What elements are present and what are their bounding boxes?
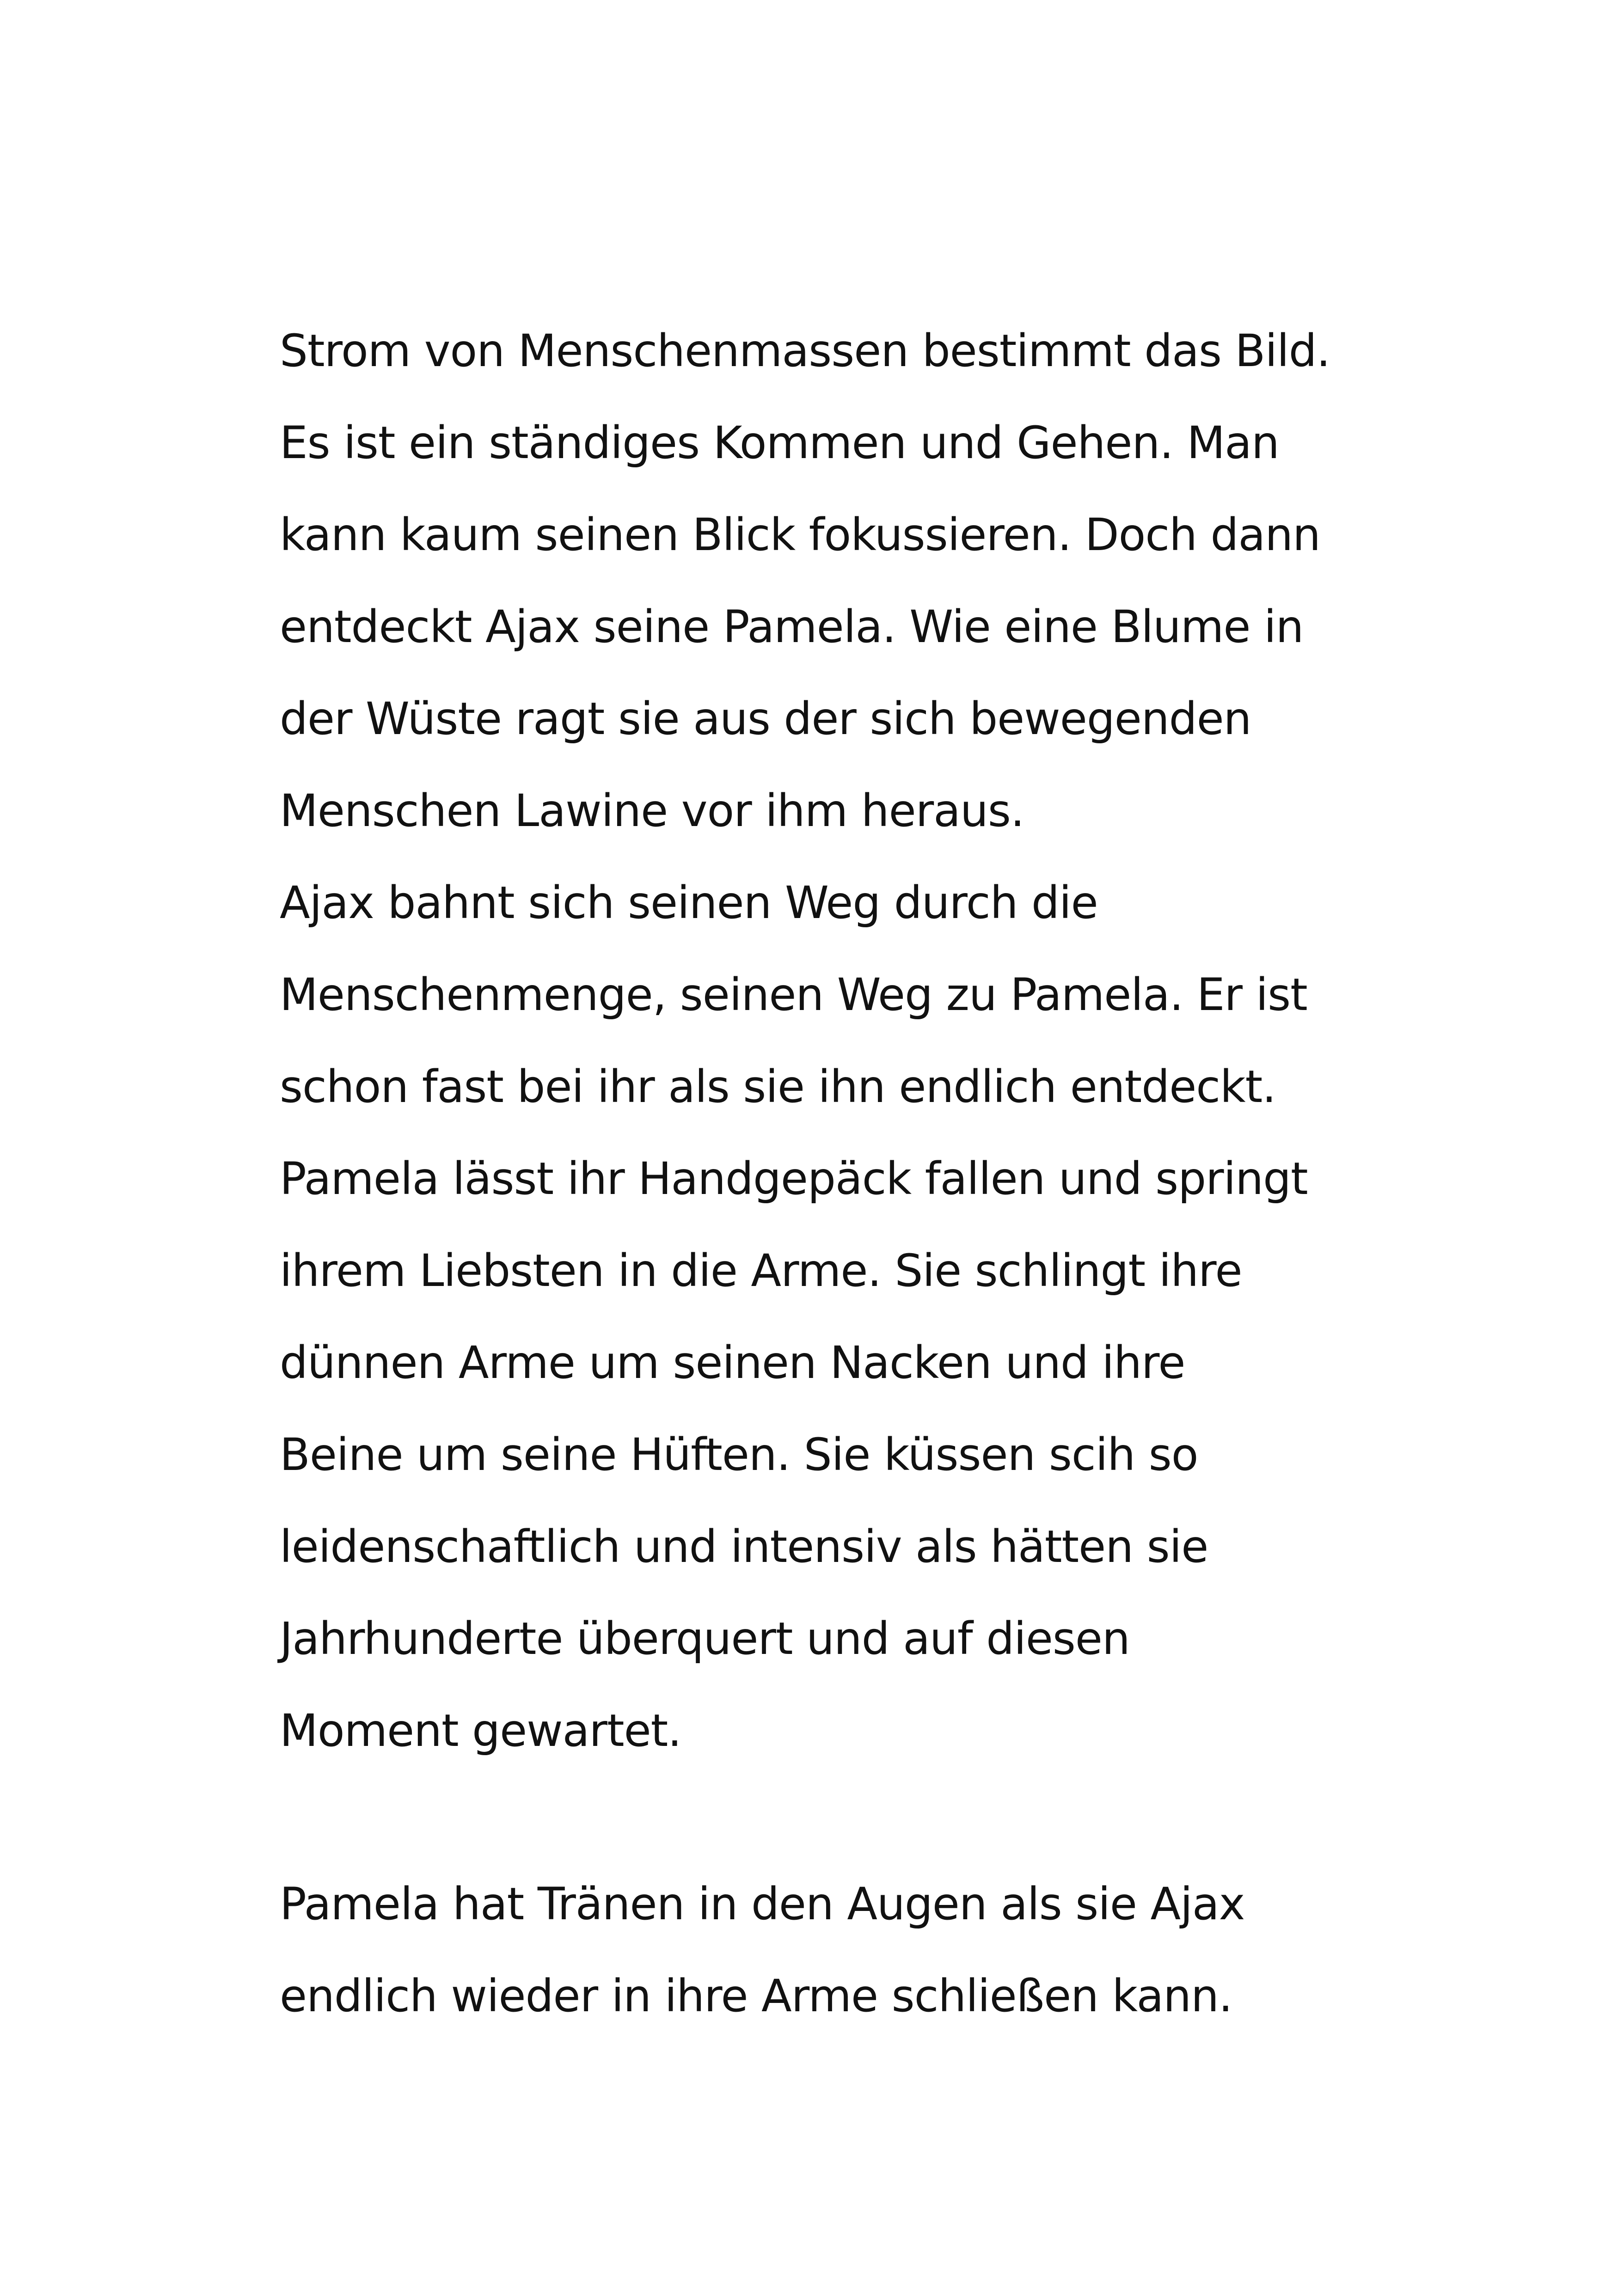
text-line: Beine um seine Hüften. Sie küssen scih so bbox=[280, 1429, 1198, 1481]
text-line: Ajax bahnt sich seinen Weg durch die bbox=[280, 877, 1098, 929]
text-line: Jahrhunderte überquert und auf diesen bbox=[280, 1613, 1130, 1665]
text-line: Es ist ein ständiges Kommen und Gehen. Man bbox=[280, 417, 1279, 469]
text-line: Menschenmenge, seinen Weg zu Pamela. Er ist bbox=[280, 969, 1307, 1021]
text-line: kann kaum seinen Blick fokussieren. Doch dann bbox=[280, 509, 1320, 561]
text-line: Pamela hat Tränen in den Augen als sie Ajax bbox=[280, 1878, 1245, 1930]
text-line: ihrem Liebsten in die Arme. Sie schlingt ihre bbox=[280, 1245, 1242, 1297]
paragraph-1 bbox=[280, 305, 1389, 1777]
text-line: Menschen Lawine vor ihm heraus. bbox=[280, 785, 1024, 837]
text-line: Moment gewartet. bbox=[280, 1705, 681, 1757]
text-line: Pamela lässt ihr Handgepäck fallen und springt bbox=[280, 1153, 1308, 1205]
text-line: der Wüste ragt sie aus der sich bewegenden bbox=[280, 693, 1251, 745]
text-line: endlich wieder in ihre Arme schließen kann. bbox=[280, 1970, 1232, 2022]
paragraph-2 bbox=[280, 1858, 1389, 2042]
text-line: entdeckt Ajax seine Pamela. Wie eine Blume in bbox=[280, 601, 1304, 653]
text-line: leidenschaftlich und intensiv als hätten sie bbox=[280, 1521, 1208, 1573]
text-line: schon fast bei ihr als sie ihn endlich entdeckt. bbox=[280, 1061, 1276, 1113]
text-line: dünnen Arme um seinen Nacken und ihre bbox=[280, 1337, 1185, 1389]
text-line: Strom von Menschenmassen bestimmt das Bild. bbox=[280, 325, 1330, 377]
